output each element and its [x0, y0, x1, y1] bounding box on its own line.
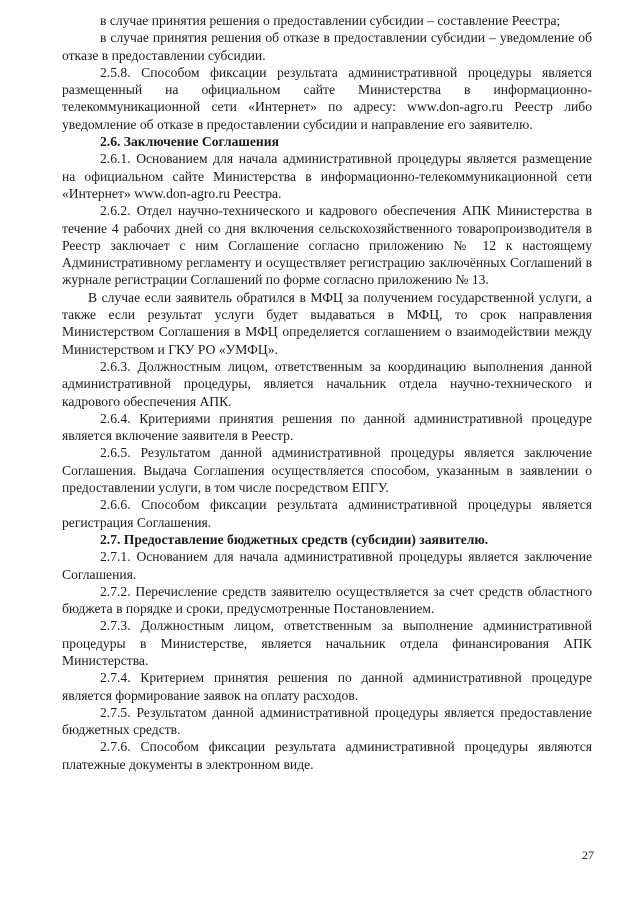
section-heading-2-7: 2.7. Предоставление бюджетных средств (субсидии) заявителю.: [100, 531, 489, 547]
paragraph-2-6-1: 2.6.1. Основанием для начала административной процедуры является размещение на официальном сайте Министерства в информационно-телекоммуникационной сети «Интернет» www.don-agro.ru Реестра.: [62, 151, 592, 201]
paragraph-2-6-2: 2.6.2. Отдел научно-технического и кадрового обеспечения АПК Министерства в течение 4 рабочих дней со дня включения сельскохозяйственного товаропроизводителя в Реестр заключает с ним Соглашение согласно приложению № 12 к настоящему Административному регламенту и осуществляет регистрацию заключённых Соглашений в журнале регистрации Соглашений по форме согласно приложению № 13.: [62, 203, 592, 288]
paragraph-2-6-3: 2.6.3. Должностным лицом, ответственным за координацию выполнения данной административной процедуры, является начальник отдела научно-технического и кадрового обеспечения АПК.: [62, 358, 592, 409]
paragraph-2-7-6: 2.7.6. Способом фиксации результата административной процедуры являются платежные документы в электронном виде.: [62, 739, 592, 772]
paragraph-reestr-case: в случае принятия решения о предоставлении субсидии – составление Реестра;: [100, 13, 561, 28]
paragraph-2-6-4: 2.6.4. Критериями принятия решения по данной административной процедуре является включение заявителя в Реестр.: [62, 410, 592, 444]
paragraph-2-7-1: 2.7.1. Основанием для начала административной процедуры является заключение Соглашения.: [62, 549, 592, 582]
paragraph-2-6-5: 2.6.5. Результатом данной административной процедуры является заключение Соглашения. Выдача Соглашения осуществляется способом, указанным в заявлении о предоставлении услуги, в том числе посредством ЕПГУ.: [62, 445, 592, 496]
paragraph-2-7-4: 2.7.4. Критерием принятия решения по данной административной процедуре является формирование заявок на оплату расходов.: [62, 670, 592, 703]
paragraph-2-7-3: 2.7.3. Должностным лицом, ответственным за выполнение административной процедуры в Министерстве, является начальник отдела финансирования АПК Министерства.: [62, 618, 592, 668]
paragraph-2-7-5: 2.7.5. Результатом данной административной процедуры является предоставление бюджетных средств.: [62, 704, 592, 738]
paragraph-mfc: В случае если заявитель обратился в МФЦ за получением государственной услуги, а также если результат услуги будет выдаваться в МФЦ, то срок направления Министерством Соглашения в МФЦ определяется соглашением о взаимодействии между Министерством и ГКУ РО «УМФЦ».: [62, 289, 592, 357]
paragraph-2-5-8: 2.5.8. Способом фиксации результата административной процедуры является размещенный на официальном сайте Министерства в информационно-телекоммуникационной сети «Интернет» по адресу: www.don-agro.ru Реестр либо уведомление об отказе в предоставлении субсидии и направление его заявителю.: [62, 64, 592, 132]
page-number: 27: [582, 848, 594, 862]
document-body: [62, 12, 592, 773]
paragraph-refusal-case: в случае принятия решения об отказе в предоставлении субсидии – уведомление об отказе в предоставлении субсидии.: [62, 30, 592, 63]
paragraph-2-7-2: 2.7.2. Перечисление средств заявителю осуществляется за счет средств областного бюджета в порядке и сроки, предусмотренные Постановлением.: [62, 583, 592, 617]
section-heading-2-6: 2.6. Заключение Соглашения: [100, 134, 279, 150]
paragraph-2-6-6: 2.6.6. Способом фиксации результата административной процедуры является регистрация Соглашения.: [62, 497, 592, 530]
